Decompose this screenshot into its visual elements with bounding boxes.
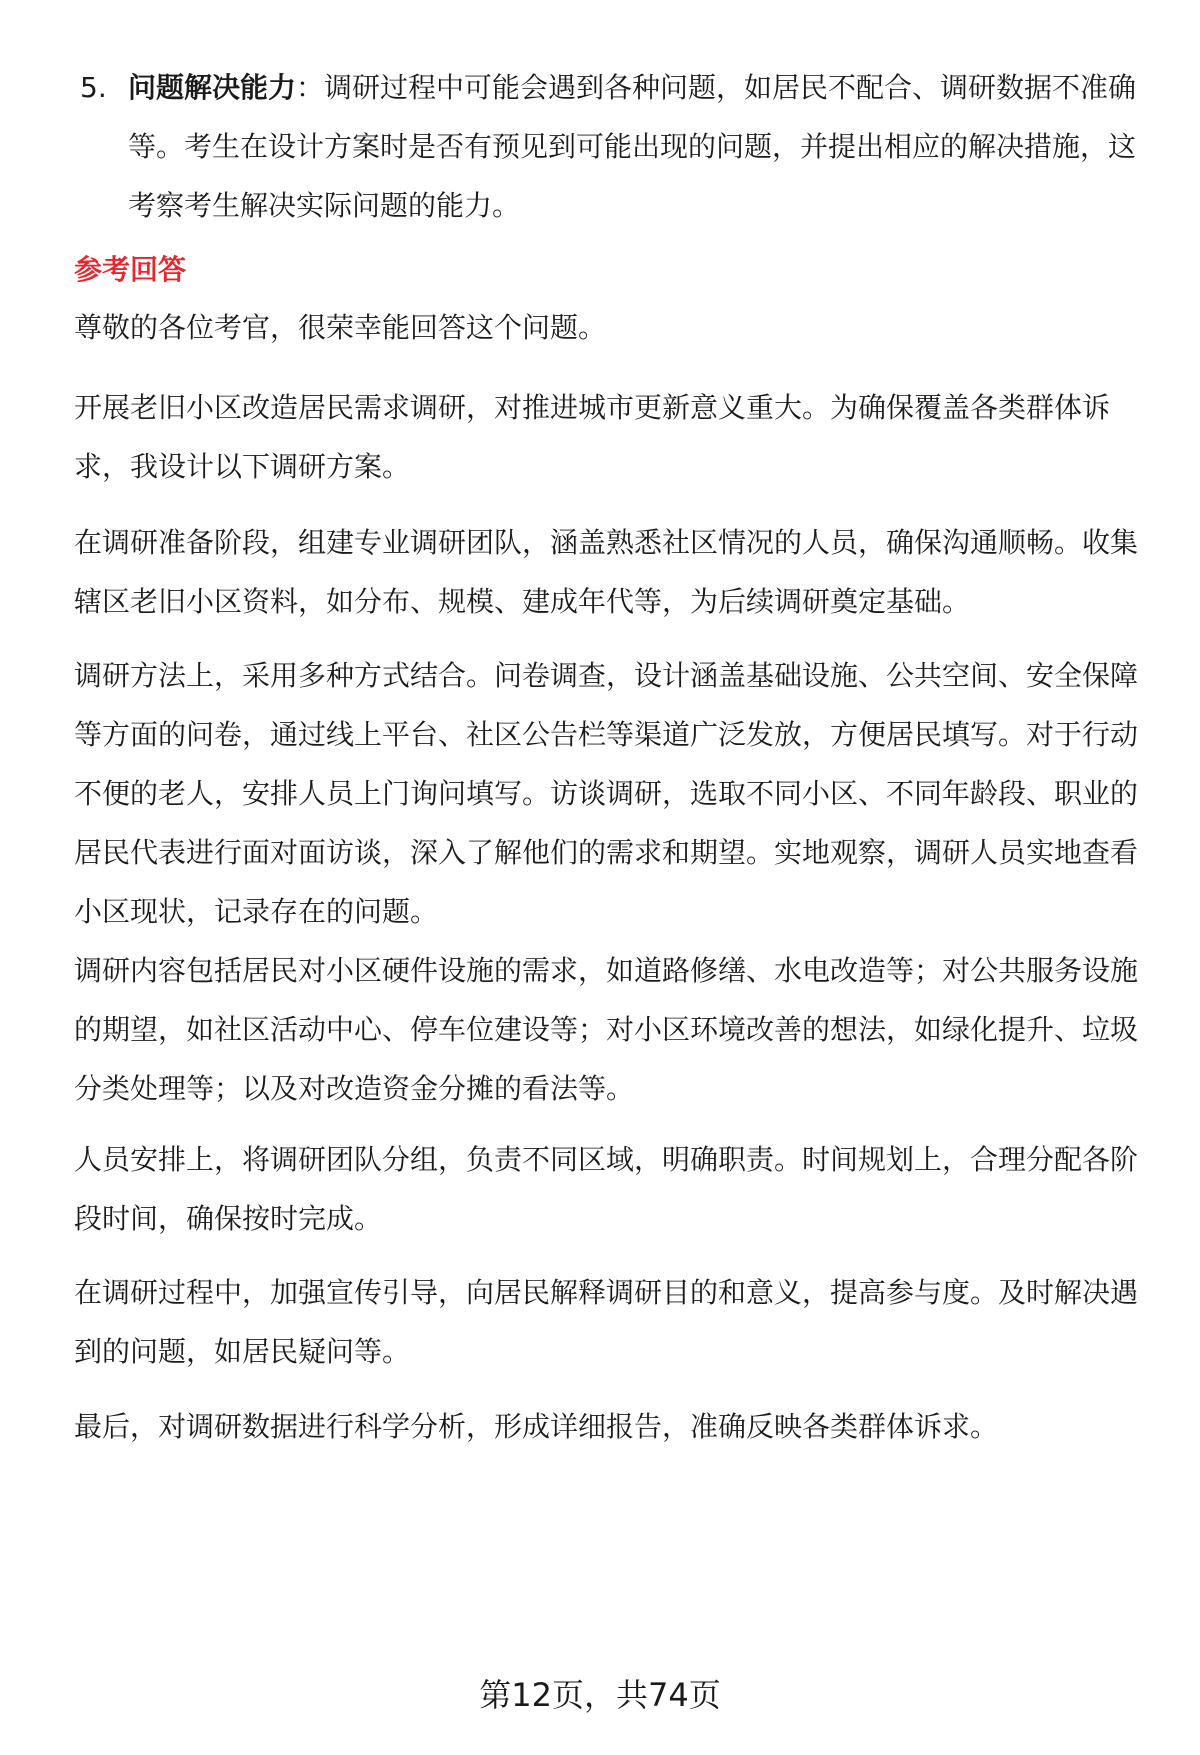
paragraph-5: 调研内容包括居民对小区硬件设施的需求，如道路修缮、水电改造等；对公共服务设施的期望，如社区活动中心、停车位建设等；对小区环境改善的想法，如绿化提升、垃圾分类处理等；以及对改造资金分摊的看法等。: [74, 954, 1139, 1105]
paragraph-4: 调研方法上，采用多种方式结合。问卷调查，设计涵盖基础设施、公共空间、安全保障等方面的问卷，通过线上平台、社区公告栏等渠道广泛发放，方便居民填写。对于行动不便的老人，安排人员上门询问填写。访谈调研，选取不同小区、不同年龄段、职业的居民代表进行面对面访谈，深入了解他们的需求和期望。实地观察，调研人员实地查看小区现状，记录存在的问题。: [74, 659, 1139, 928]
section-title: 参考回答: [74, 253, 187, 286]
page-number-footer: 第12页，共74页: [479, 1676, 721, 1714]
paragraph-3: 在调研准备阶段，组建专业调研团队，涵盖熟悉社区情况的人员，确保沟通顺畅。收集辖区老旧小区资料，如分布、规模、建成年代等，为后续调研奠定基础。: [74, 526, 1139, 618]
paragraph-8: 最后，对调研数据进行科学分析，形成详细报告，准确反映各类群体诉求。: [74, 1410, 999, 1443]
paragraph-7: 在调研过程中，加强宣传引导，向居民解释调研目的和意义，提高参与度。及时解决遇到的问题，如居民疑问等。: [74, 1276, 1139, 1368]
paragraph-2: 开展老旧小区改造居民需求调研，对推进城市更新意义重大。为确保覆盖各类群体诉求，我设计以下调研方案。: [74, 391, 1111, 483]
paragraph-6: 人员安排上，将调研团队分组，负责不同区域，明确职责。时间规划上，合理分配各阶段时间，确保按时完成。: [74, 1143, 1139, 1235]
list-item-5: [80, 58, 1140, 235]
paragraph-1: 尊敬的各位考官，很荣幸能回答这个问题。: [74, 311, 607, 344]
list-number: 5.: [80, 71, 107, 104]
list-item-term: 问题解决能力: [128, 71, 297, 104]
list-item-body: [128, 58, 1140, 235]
list-item-text: ：调研过程中可能会遇到各种问题，如居民不配合、调研数据不准确等。考生在设计方案时是否有预见到可能出现的问题，并提出相应的解决措施，这考察考生解决实际问题的能力。: [128, 71, 1137, 222]
